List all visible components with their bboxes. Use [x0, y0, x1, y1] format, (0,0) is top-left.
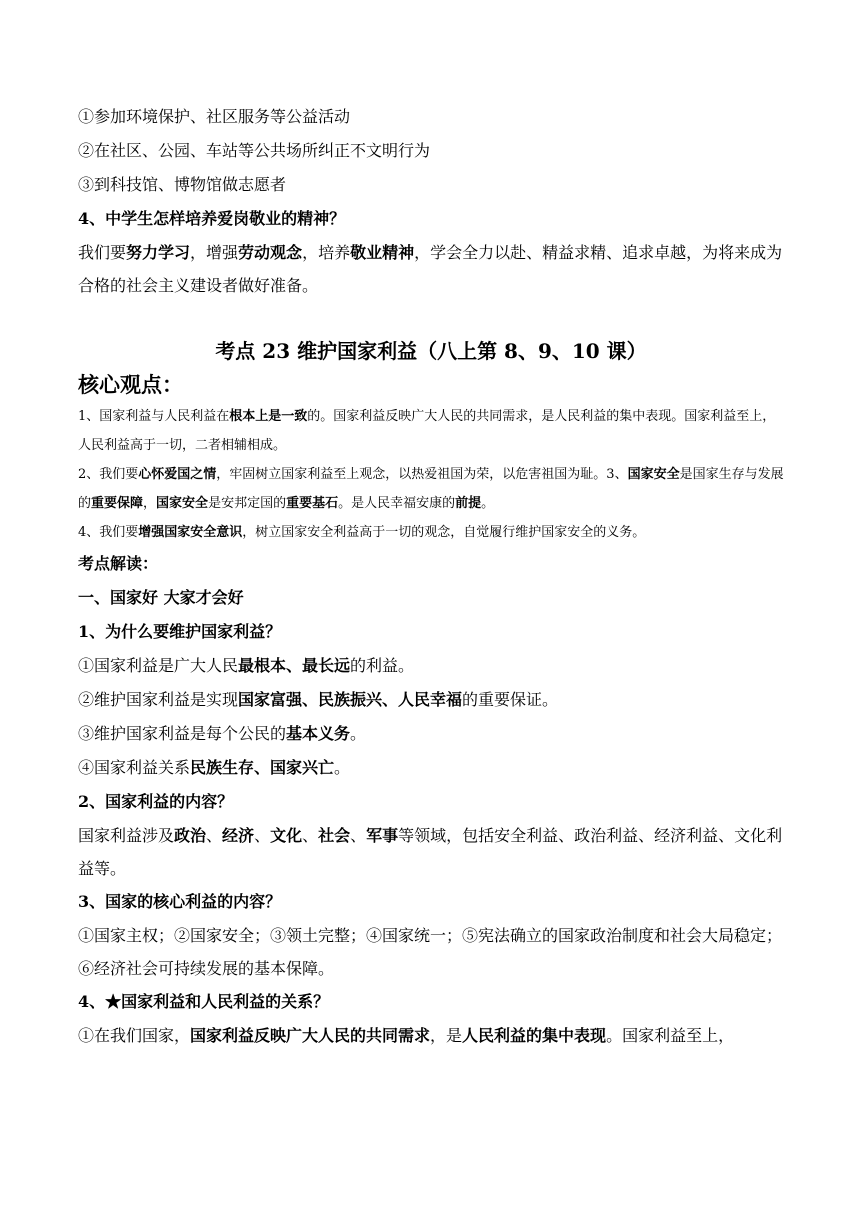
answer-paragraph: 国家利益涉及政治、经济、文化、社会、军事等领域，包括安全利益、政治利益、经济利益、文化利益等。 — [78, 826, 783, 878]
list-item: ③到科技馆、博物馆做志愿者 — [78, 175, 287, 194]
question-heading: 4、★国家利益和人民利益的关系？ — [78, 992, 330, 1011]
list-item: ②在社区、公园、车站等公共场所纠正不文明行为 — [78, 141, 431, 160]
question-heading: 1、为什么要维护国家利益？ — [78, 622, 282, 641]
part-heading: 一、国家好 大家才会好 — [78, 588, 244, 607]
answer-paragraph: ①在我们国家，国家利益反映广大人民的共同需求，是人民利益的集中表现。国家利益至上， — [78, 1026, 735, 1045]
interpret-heading: 考点解读： — [78, 554, 159, 573]
document-page — [78, 100, 784, 1052]
core-heading: 核心观点： — [78, 372, 183, 397]
core-point: 1、国家利益与人民利益在根本上是一致的。国家利益反映广大人民的共同需求，是人民利益的集中表现。国家利益至上，人民利益高于一切，二者相辅相成。 — [78, 409, 776, 453]
question-heading: 3、国家的核心利益的内容？ — [78, 892, 282, 911]
question-heading: 4、中学生怎样培养爱岗敬业的精神？ — [78, 209, 346, 228]
core-point: 4、我们要增强国家安全意识，树立国家安全利益高于一切的观念，自觉履行维护国家安全的义务。 — [78, 525, 646, 540]
list-item: ①参加环境保护、社区服务等公益活动 — [78, 107, 351, 126]
answer-item: ②维护国家利益是实现国家富强、民族振兴、人民幸福的重要保证。 — [78, 690, 559, 709]
section-title: 考点 23 维护国家利益（八上第 8、9、10 课） — [215, 339, 647, 363]
answer-item: ④国家利益关系民族生存、国家兴亡。 — [78, 758, 351, 777]
question-heading: 2、国家利益的内容？ — [78, 792, 234, 811]
answer-paragraph: 我们要努力学习，增强劳动观念，培养敬业精神，学会全力以赴、精益求精、追求卓越，为将来成为合格的社会主义建设者做好准备。 — [78, 243, 783, 295]
answer-item: ③维护国家利益是每个公民的基本义务。 — [78, 724, 367, 743]
core-point: 2、我们要心怀爱国之情，牢固树立国家利益至上观念，以热爱祖国为荣，以危害祖国为耻。3、国家安全是国家生存与发展的重要保障，国家安全是安邦定国的重要基石。是人民幸福安康的前提。 — [78, 467, 784, 511]
answer-paragraph: ①国家主权；②国家安全；③领土完整；④国家统一；⑤宪法确立的国家政治制度和社会大局稳定；⑥经济社会可持续发展的基本保障。 — [78, 926, 783, 978]
answer-item: ①国家利益是广大人民最根本、最长远的利益。 — [78, 656, 415, 675]
